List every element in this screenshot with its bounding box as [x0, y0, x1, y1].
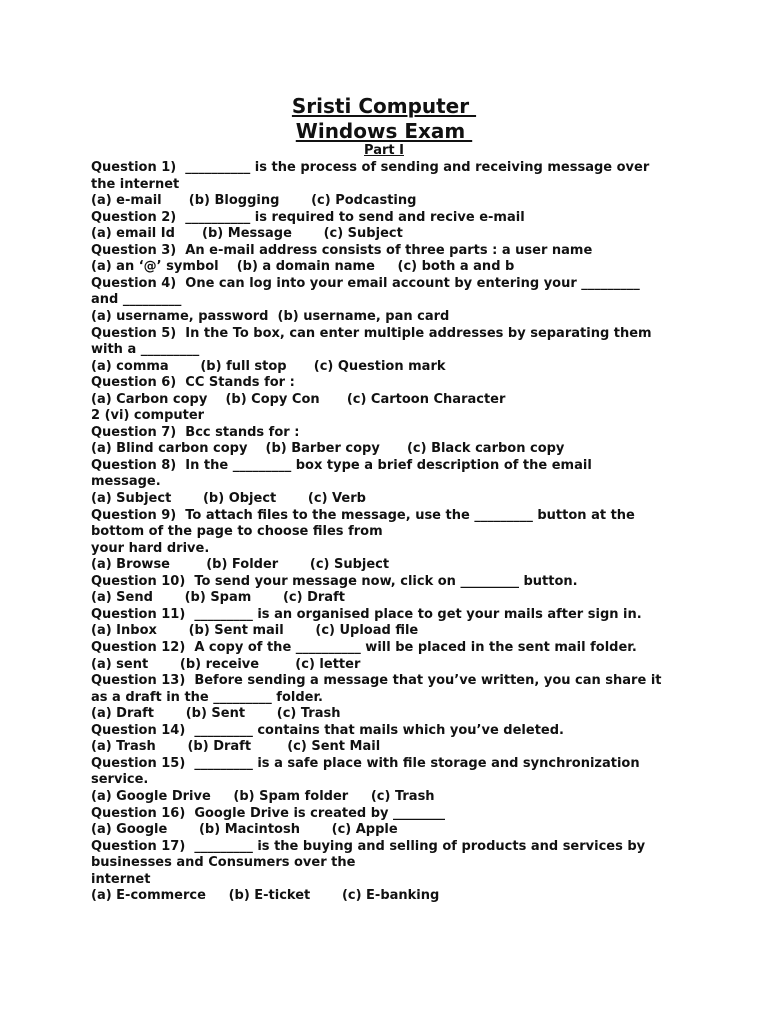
question-text: Question 15) _________ is a safe place with file storage and synchronization	[91, 755, 640, 771]
question-text-continued: your hard drive.	[91, 540, 210, 556]
question-text: Question 6) CC Stands for :	[91, 375, 295, 391]
title-line-1: Sristi Computer	[291, 94, 477, 118]
answer-options: (a) Trash (b) Draft (c) Sent Mail	[91, 739, 381, 755]
question-text-continued: service.	[91, 772, 149, 788]
answer-options: (a) Inbox (b) Sent mail (c) Upload file	[91, 623, 419, 639]
question-text: Question 3) An e-mail address consists of three parts : a user name	[91, 242, 593, 258]
question-text: Question 9) To attach files to the message, use the _________ button at the	[91, 507, 635, 523]
question-text: Question 1) __________ is the process of sending and receiving message over	[91, 160, 650, 175]
question-text-continued: bottom of the page to choose files from	[91, 524, 383, 540]
answer-options: (a) Blind carbon copy (b) Barber copy (c) Black carbon copy	[91, 441, 565, 457]
answer-options: (a) Draft (b) Sent (c) Trash	[91, 706, 341, 722]
answer-options: (a) Google (b) Macintosh (c) Apple	[91, 822, 398, 837]
question-text-continued: as a draft in the _________ folder.	[91, 689, 323, 705]
part-heading: Part I	[364, 143, 404, 158]
question-text-continued: businesses and Consumers over the	[91, 855, 356, 871]
question-text-continued: and _________	[91, 292, 182, 308]
question-text: Question 8) In the _________ box type a brief description of the email	[91, 457, 592, 473]
answer-options: (a) comma (b) full stop (c) Question mark	[91, 358, 446, 374]
title-line-2: Windows Exam	[295, 119, 473, 143]
answer-options: (a) email Id (b) Message (c) Subject	[91, 226, 403, 242]
answer-options: (a) Browse (b) Folder (c) Subject	[91, 557, 390, 573]
answer-options: (a) sent (b) receive (c) letter	[91, 656, 361, 672]
question-text-continued: the internet	[91, 176, 180, 192]
question-text: Question 14) _________ contains that mails which you’ve deleted.	[91, 722, 564, 738]
question-text: Question 13) Before sending a message that you’ve written, you can share it	[91, 673, 662, 689]
answer-options: (a) Carbon copy (b) Copy Con (c) Cartoon Character	[91, 391, 506, 407]
answer-options: (a) Google Drive (b) Spam folder (c) Trash	[91, 788, 435, 804]
question-text: Question 7) Bcc stands for :	[91, 424, 300, 440]
question-text: Question 2) __________ is required to send and recive e-mail	[91, 209, 525, 225]
question-text-continued: with a _________	[91, 342, 200, 358]
answer-options: (a) E-commerce (b) E-ticket (c) E-banking	[91, 888, 440, 904]
question-text-continued: internet	[91, 871, 151, 887]
question-text: Question 5) In the To box, can enter multiple addresses by separating them	[91, 325, 652, 341]
question-text: Question 17) _________ is the buying and selling of products and services by	[91, 838, 646, 854]
question-text: Question 11) _________ is an organised place to get your mails after sign in.	[91, 606, 642, 622]
answer-options: (a) e-mail (b) Blogging (c) Podcasting	[91, 193, 417, 209]
answer-options: (a) Send (b) Spam (c) Draft	[91, 590, 345, 606]
question-text: Question 4) One can log into your email account by entering your _________	[91, 275, 640, 291]
question-text-continued: 2 (vi) computer	[91, 408, 205, 424]
answer-options: (a) Subject (b) Object (c) Verb	[91, 491, 366, 506]
answer-options: (a) username, password (b) username, pan card	[91, 309, 450, 324]
question-text-continued: message.	[91, 474, 161, 490]
question-text: Question 10) To send your message now, click on _________ button.	[91, 573, 578, 589]
question-text: Question 16) Google Drive is created by ________	[91, 805, 446, 821]
question-text: Question 12) A copy of the __________ will be placed in the sent mail folder.	[91, 640, 637, 655]
answer-options: (a) an ‘@’ symbol (b) a domain name (c) both a and b	[91, 259, 515, 275]
